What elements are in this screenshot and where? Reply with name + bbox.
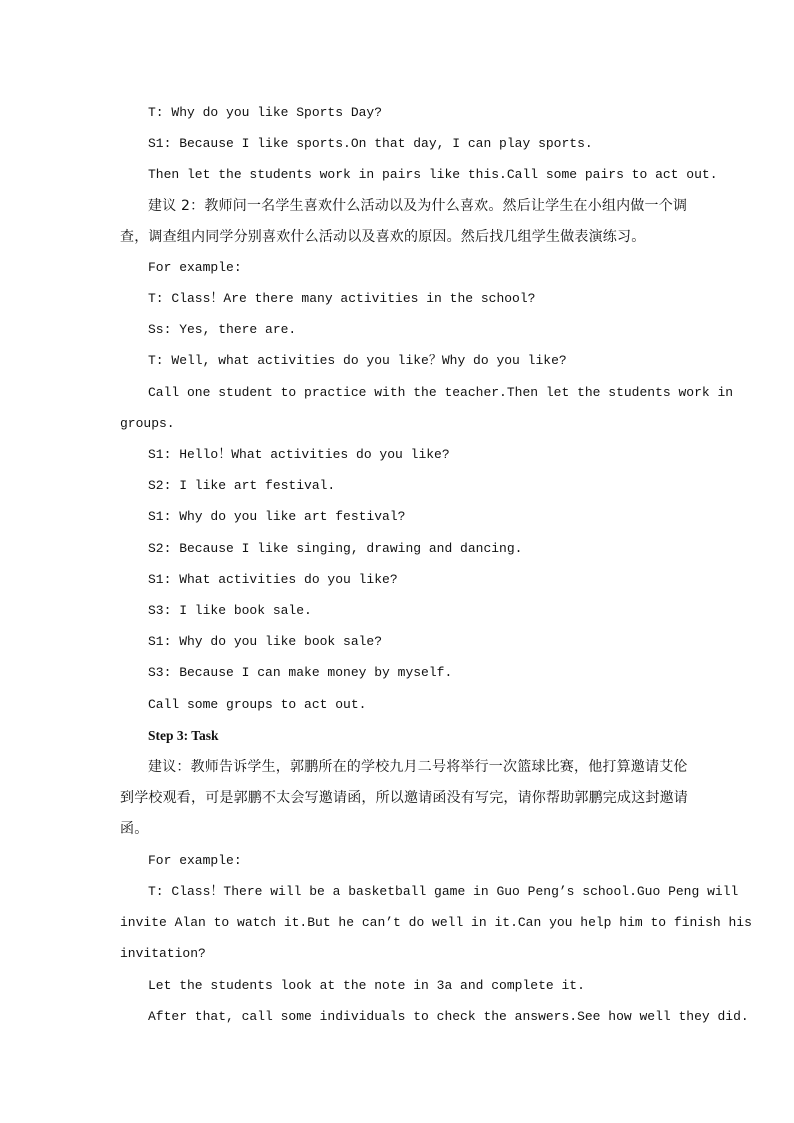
text-line: Ss: Yes, there are. [148,322,297,337]
text-line: 函。 [120,821,149,837]
text-line: Call one student to practice with the teacher.Then let the students work in [148,385,734,400]
text-line: 建议 2：教师问一名学生喜欢什么活动以及为什么喜欢。然后让学生在小组内做一个调 [148,198,688,214]
text-line: After that, call some individuals to check the answers.See how well they did. [148,1009,749,1024]
text-line: Call some groups to act out. [148,697,367,712]
text-line: invitation? [120,946,206,961]
text-line: groups. [120,416,175,431]
text-line: For example: [148,853,242,868]
text-line: Then let the students work in pairs like this.Call some pairs to act out. [148,167,718,182]
text-line: Let the students look at the note in 3a and complete it. [148,978,585,993]
text-line: S1: Why do you like book sale? [148,634,383,649]
text-line: 建议：教师告诉学生，郭鹏所在的学校九月二号将举行一次篮球比赛，他打算邀请艾伦 [148,759,688,775]
text-line: S3: Because I can make money by myself. [148,665,453,680]
text-line: 到学校观看，可是郭鹏不太会写邀请函，所以邀请函没有写完，请你帮助郭鹏完成这封邀请 [120,790,688,806]
text-line: T: Why do you like Sports Day? [148,105,383,120]
text-line: S1: What activities do you like? [148,572,398,587]
text-line: T: Class！Are there many activities in the school? [148,291,536,306]
text-line: T: Well, what activities do you like？Why do you like? [148,353,567,368]
text-line: invite Alan to watch it.But he can’t do well in it.Can you help him to finish his [120,915,752,930]
section-heading: Step 3: Task [148,728,219,743]
text-line: S1: Because I like sports.On that day, I can play sports. [148,136,593,151]
text-line: S3: I like book sale. [148,603,312,618]
text-line: 查，调查组内同学分别喜欢什么活动以及喜欢的原因。然后找几组学生做表演练习。 [120,229,646,245]
text-line: S2: I like art festival. [148,478,336,493]
text-line: S1: Why do you like art festival? [148,509,406,524]
text-line: For example: [148,260,242,275]
text-line: S1: Hello！What activities do you like? [148,447,450,462]
text-line: T: Class！There will be a basketball game in Guo Peng’s school.Guo Peng will [148,884,739,899]
text-line: S2: Because I like singing, drawing and dancing. [148,541,523,556]
